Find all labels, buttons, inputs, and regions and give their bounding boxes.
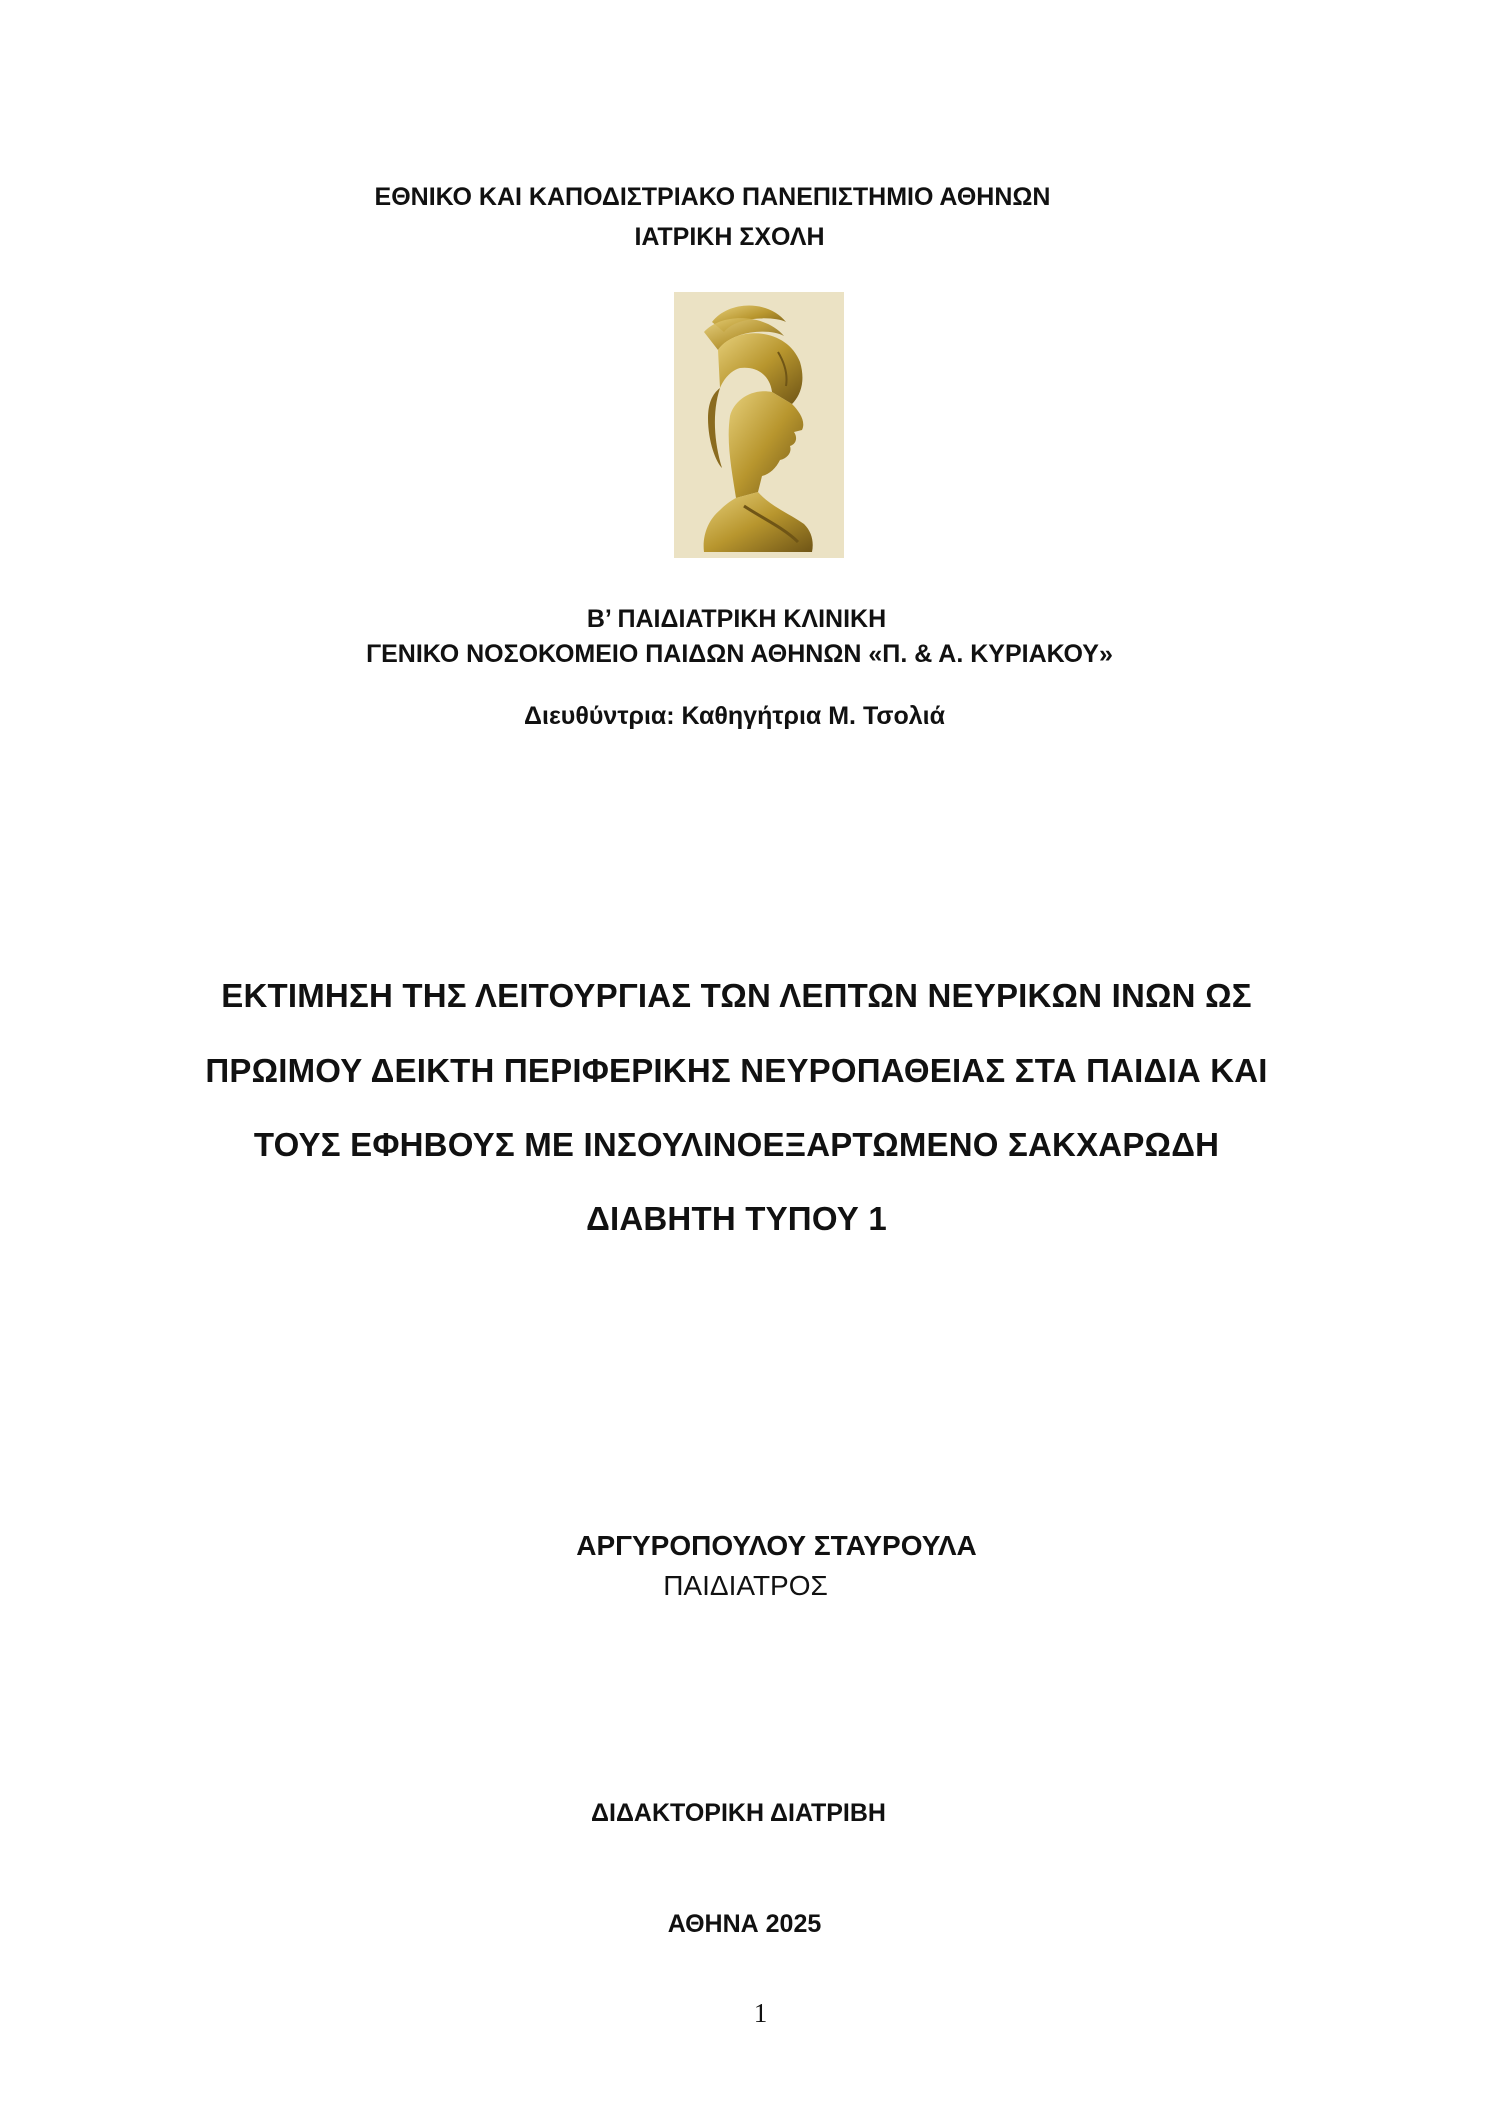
- thesis-title-line-1: ΕΚΤΙΜΗΣΗ ΤΗΣ ΛΕΙΤΟΥΡΓΙΑΣ ΤΩΝ ΛΕΠΤΩΝ ΝΕΥΡΙΚΩΝ ΙΝΩΝ ΩΣ: [221, 977, 1252, 1014]
- university-name: ΕΘΝΙΚΟ ΚΑΙ ΚΑΠΟΔΙΣΤΡΙΑΚΟ ΠΑΝΕΠΙΣΤΗΜΙΟ ΑΘΗΝΩΝ: [374, 183, 1051, 211]
- clinic-director: Διευθύντρια: Καθηγήτρια Μ. Τσολιά: [524, 702, 945, 730]
- clinic-name: Β’ ΠΑΙΔΙΑΤΡΙΚΗ ΚΛΙΝΙΚΗ: [586, 605, 887, 633]
- document-type: ΔΙΔΑΚΤΟΡΙΚΗ ΔΙΑΤΡΙΒΗ: [591, 1799, 886, 1827]
- thesis-title-line-4: ΔΙΑΒΗΤΗ ΤΥΠΟΥ 1: [586, 1200, 887, 1237]
- thesis-title-line-2: ΠΡΩΙΜΟΥ ΔΕΙΚΤΗ ΠΕΡΙΦΕΡΙΚΗΣ ΝΕΥΡΟΠΑΘΕΙΑΣ ΣΤΑ ΠΑΙΔΙΑ ΚΑΙ: [205, 1052, 1268, 1089]
- thesis-title-line-3: ΤΟΥΣ ΕΦΗΒΟΥΣ ΜΕ ΙΝΣΟΥΛΙΝΟΕΞΑΡΤΩΜΕΝΟ ΣΑΚΧΑΡΩΔΗ: [253, 1126, 1220, 1163]
- athena-helmet-emblem-icon: [674, 292, 844, 558]
- school-name: ΙΑΤΡΙΚΗ ΣΧΟΛΗ: [634, 223, 825, 251]
- author-name: ΑΡΓΥΡΟΠΟΥΛΟΥ ΣΤΑΥΡΟΥΛΑ: [576, 1530, 977, 1561]
- place-year: ΑΘΗΝΑ 2025: [667, 1910, 822, 1938]
- hospital-name: ΓΕΝΙΚΟ ΝΟΣΟΚΟΜΕΙΟ ΠΑΙΔΩΝ ΑΘΗΝΩΝ «Π. & Α. ΚΥΡΙΑΚΟΥ»: [366, 640, 1113, 668]
- page-number: 1: [753, 1998, 768, 2028]
- author-role: ΠΑΙΔΙΑΤΡΟΣ: [663, 1570, 828, 1601]
